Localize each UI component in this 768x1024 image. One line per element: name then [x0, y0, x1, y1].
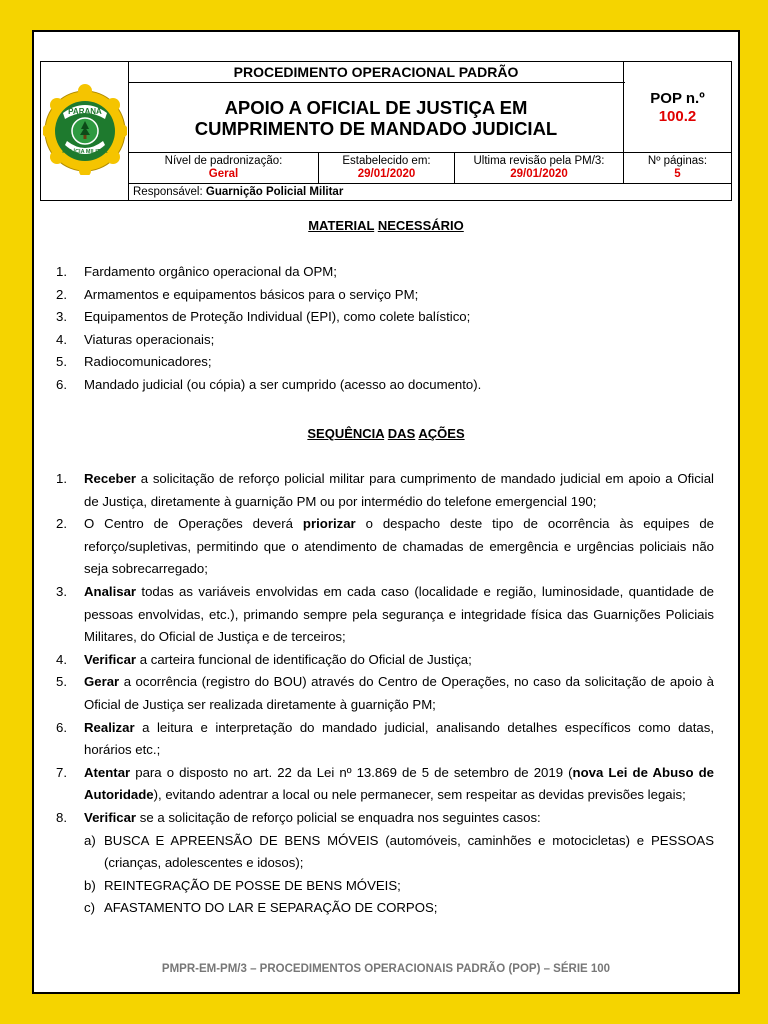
sequence-title-word-3: AÇÕES — [418, 426, 465, 441]
list-item: 4. Viaturas operacionais; — [56, 331, 215, 347]
established-cell — [319, 153, 455, 184]
list-item: 2. Armamentos e equipamentos básicos para o serviço PM; — [56, 286, 419, 302]
list-item — [56, 762, 714, 807]
item-number: 8. — [56, 809, 67, 825]
pages-value: 5 — [674, 168, 681, 181]
material-title-word-2: NECESSÁRIO — [377, 218, 464, 233]
material-title-word-1: MATERIAL — [308, 218, 375, 233]
list-item: 5. Radiocomunicadores; — [56, 354, 212, 370]
sub-list-item — [84, 897, 714, 920]
item-number: 1. — [56, 471, 67, 486]
responsible-value: Guarnição Policial Militar — [205, 186, 344, 199]
pop-number: 100.2 — [658, 107, 697, 125]
item-text: a carteira funcional de identificação do Oficial de Justiça; — [136, 651, 472, 667]
item-verb: Receber — [84, 471, 137, 486]
document-header — [40, 61, 732, 201]
sub-item-text: REINTEGRAÇÃO DE POSSE DE BENS MÓVEIS; — [104, 877, 401, 893]
sequence-title-word-2: DAS — [387, 426, 416, 441]
established-label: Estabelecido em: — [342, 155, 431, 168]
law-name: nova Lei de Abuso de Autoridade — [84, 764, 714, 803]
emblem-text-bottom: POLÍCIA MILITAR — [61, 148, 108, 155]
material-item-text: Equipamentos de Proteção Individual (EPI), como colete balístico; — [84, 309, 471, 325]
item-text: O Centro de Operações deverá — [84, 516, 303, 532]
material-section-title — [34, 218, 738, 233]
item-number: 5. — [56, 674, 67, 690]
list-item: 6. Mandado judicial (ou cópia) a ser cumprido (acesso ao documento). — [56, 376, 482, 392]
sub-item-text: AFASTAMENTO DO LAR E SEPARAÇÃO DE CORPOS; — [104, 900, 438, 916]
pages-cell — [624, 153, 732, 184]
item-number: 4. — [56, 651, 67, 667]
material-item-text: Fardamento orgânico operacional da OPM; — [84, 264, 337, 279]
list-item — [56, 649, 714, 672]
pop-number-cell — [624, 62, 732, 153]
doc-type: PROCEDIMENTO OPERACIONAL PADRÃO — [129, 62, 624, 83]
item-number: 6. — [56, 719, 67, 735]
list-item — [56, 468, 714, 513]
actions-list — [56, 468, 714, 920]
document-page — [32, 30, 740, 994]
sub-item-letter: b) — [84, 877, 96, 893]
list-item — [56, 671, 714, 716]
item-verb: Atentar — [84, 764, 131, 780]
item-text: o despacho deste tipo de ocorrência às equipes de reforço/supletivas, permitindo que o atendimento de chamadas de emergência e urgências policiais não seja sobrecarregado; — [84, 516, 714, 577]
sub-list — [84, 830, 714, 920]
document-title: APOIO A OFICIAL DE JUSTIÇA EM CUMPRIMENTO DE MANDADO JUDICIAL — [129, 82, 624, 153]
revision-cell — [455, 153, 624, 184]
revision-value: 29/01/2020 — [510, 168, 568, 181]
list-item — [56, 581, 714, 649]
item-text: a solicitação de reforço policial militar para cumprimento de mandado judicial em apoio a Oficial de Justiça, diretamente à guarnição PM ou por intermédio do telefone emergencial 190; — [84, 471, 714, 509]
sub-item-letter: a) — [84, 832, 96, 848]
item-number: 2. — [56, 516, 67, 532]
item-verb: priorizar — [302, 516, 356, 532]
police-emblem-icon — [43, 83, 127, 175]
list-item: 1. Fardamento orgânico operacional da OPM; — [56, 264, 337, 279]
sub-list-item — [84, 875, 714, 898]
item-verb: Verificar — [84, 809, 137, 825]
pmpr-emblem — [41, 62, 129, 201]
item-number: 3. — [56, 583, 67, 599]
material-item-text: Mandado judicial (ou cópia) a ser cumprido (acesso ao documento). — [84, 376, 482, 392]
pop-label: POP n.º — [650, 89, 705, 107]
sub-list-item — [84, 830, 714, 875]
material-item-text: Viaturas operacionais; — [84, 331, 215, 347]
item-verb: Verificar — [84, 651, 137, 667]
item-text: a ocorrência (registro do BOU) através do Centro de Operações, no caso da solicitação de apoio à Oficial de Justiça ser realizada diretamente à guarnição PM; — [84, 674, 714, 712]
responsible-row — [129, 184, 732, 201]
sequence-title-word-1: SEQUÊNCIA — [307, 426, 385, 441]
sub-item-text: BUSCA E APREENSÃO DE BENS MÓVEIS (automóveis, caminhões e motocicletas) e PESSOAS (crianças, adolescentes e idosos); — [104, 832, 714, 871]
material-item-text: Radiocomunicadores; — [84, 354, 212, 370]
responsible-label: Responsável: — [133, 186, 203, 199]
established-value: 29/01/2020 — [357, 168, 416, 181]
item-verb: Analisar — [84, 583, 137, 599]
item-text: ), evitando adentrar a local ou nele permanecer, sem respeitar as devidas previsões legais; — [153, 787, 686, 803]
item-verb: Gerar — [84, 674, 120, 690]
list-item — [56, 717, 714, 762]
level-value: Geral — [208, 168, 239, 181]
material-list — [56, 261, 714, 397]
item-text: todas as variáveis envolvidas em cada caso (localidade e região, luminosidade, quantidade de pessoas envolvidas, etc.), primando sempre pela segurança e integridade física das Guarnições Policiais Militares, do Oficial de Justiça e de terceiros; — [84, 583, 714, 645]
item-text: a leitura e interpretação do mandado judicial, analisando detalhes específicos como datas, horários etc.; — [84, 719, 714, 758]
emblem-text-top: PARANÁ — [67, 106, 102, 116]
pages-label: Nº páginas: — [647, 155, 708, 168]
list-item — [56, 807, 714, 920]
item-number: 7. — [56, 764, 67, 780]
revision-label: Ultima revisão pela PM/3: — [473, 155, 605, 168]
list-item: 3. Equipamentos de Proteção Individual (EPI), como colete balístico; — [56, 309, 471, 325]
material-item-text: Armamentos e equipamentos básicos para o serviço PM; — [84, 286, 419, 302]
list-item — [56, 513, 714, 581]
item-verb: Realizar — [84, 719, 135, 735]
item-text: se a solicitação de reforço policial se enquadra nos seguintes casos: — [136, 809, 541, 825]
sequence-section-title — [34, 426, 738, 441]
sub-item-letter: c) — [84, 900, 95, 916]
level-label: Nível de padronização: — [164, 155, 283, 168]
page-footer: PMPR-EM-PM/3 – PROCEDIMENTOS OPERACIONAIS PADRÃO (POP) – SÉRIE 100 — [161, 963, 611, 975]
level-cell — [129, 153, 319, 184]
item-text: para o disposto no art. 22 da Lei nº 13.869 de 5 de setembro de 2019 ( — [130, 764, 573, 780]
